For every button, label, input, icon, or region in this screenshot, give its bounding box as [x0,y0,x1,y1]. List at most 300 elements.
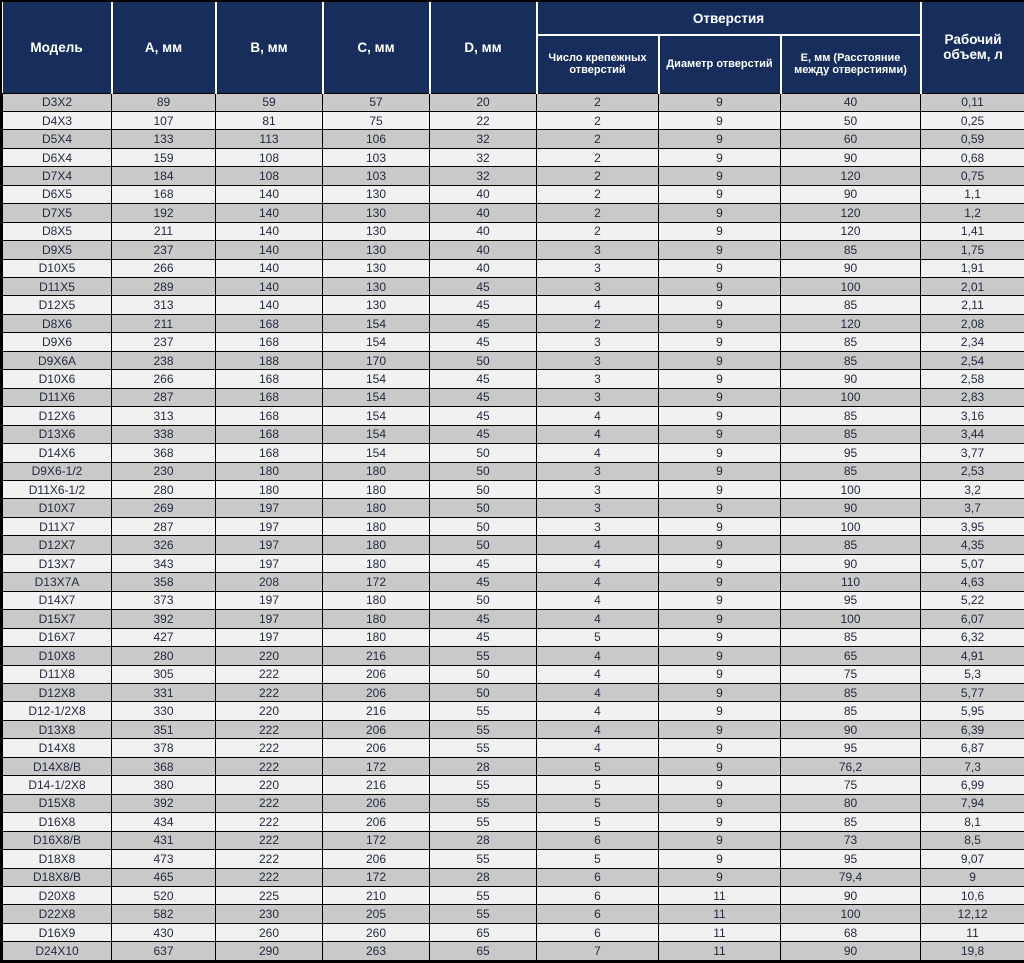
cell-holes_diameter: 9 [659,314,781,332]
cell-b: 222 [216,794,323,812]
cell-volume: 1,91 [921,259,1024,277]
cell-e: 100 [781,388,921,406]
cell-holes_count: 3 [537,481,659,499]
cell-model: D15X8 [3,794,112,812]
cell-model: D14X7 [3,591,112,609]
cell-b: 140 [216,241,323,259]
cell-holes_count: 2 [537,167,659,185]
cell-model: D10X8 [3,647,112,665]
cell-model: D16X9 [3,923,112,941]
cell-d: 55 [430,794,537,812]
cell-model: D7X4 [3,167,112,185]
cell-a: 358 [112,573,216,591]
cell-e: 100 [781,517,921,535]
cell-volume: 7,94 [921,794,1024,812]
table-row [3,757,1024,775]
cell-b: 168 [216,388,323,406]
cell-a: 330 [112,702,216,720]
cell-holes_count: 4 [537,739,659,757]
cell-b: 260 [216,923,323,941]
cell-volume: 3,16 [921,407,1024,425]
cell-e: 85 [781,407,921,425]
table-row [3,314,1024,332]
cell-e: 85 [781,702,921,720]
cell-b: 290 [216,942,323,961]
cell-c: 130 [323,278,430,296]
col-header-a: А, мм [112,2,216,93]
cell-b: 222 [216,850,323,868]
cell-model: D13X8 [3,720,112,738]
cell-d: 50 [430,351,537,369]
cell-model: D13X7A [3,573,112,591]
cell-holes_count: 3 [537,517,659,535]
cell-holes_diameter: 9 [659,444,781,462]
cell-holes_diameter: 9 [659,610,781,628]
cell-c: 172 [323,831,430,849]
cell-model: D10X7 [3,499,112,517]
cell-e: 120 [781,222,921,240]
cell-holes_count: 3 [537,333,659,351]
cell-a: 266 [112,370,216,388]
cell-c: 180 [323,536,430,554]
cell-e: 85 [781,813,921,831]
cell-holes_count: 4 [537,665,659,683]
cell-volume: 5,22 [921,591,1024,609]
cell-b: 59 [216,93,323,111]
table-row [3,259,1024,277]
cell-model: D11X6-1/2 [3,481,112,499]
table-row [3,591,1024,609]
table-row [3,702,1024,720]
cell-d: 55 [430,850,537,868]
cell-d: 28 [430,831,537,849]
cell-holes_diameter: 9 [659,148,781,166]
cell-holes_diameter: 9 [659,351,781,369]
cell-d: 45 [430,628,537,646]
cell-c: 205 [323,905,430,923]
cell-model: D10X5 [3,259,112,277]
col-header-b: В, мм [216,2,323,93]
cell-c: 103 [323,148,430,166]
cell-volume: 3,44 [921,425,1024,443]
cell-holes_count: 3 [537,499,659,517]
col-header-d: D, мм [430,2,537,93]
cell-volume: 2,01 [921,278,1024,296]
cell-c: 180 [323,517,430,535]
cell-model: D6X5 [3,185,112,203]
cell-holes_diameter: 9 [659,241,781,259]
table-row [3,204,1024,222]
cell-volume: 9,07 [921,850,1024,868]
table-row [3,628,1024,646]
cell-holes_count: 6 [537,868,659,886]
cell-model: D12X7 [3,536,112,554]
cell-c: 154 [323,333,430,351]
cell-d: 45 [430,573,537,591]
cell-a: 431 [112,831,216,849]
cell-b: 222 [216,665,323,683]
cell-holes_count: 2 [537,148,659,166]
cell-d: 28 [430,757,537,775]
table-header [3,2,1024,93]
cell-a: 159 [112,148,216,166]
cell-volume: 5,3 [921,665,1024,683]
cell-a: 430 [112,923,216,941]
cell-volume: 11 [921,923,1024,941]
cell-e: 100 [781,905,921,923]
cell-holes_diameter: 9 [659,278,781,296]
cell-c: 172 [323,757,430,775]
cell-holes_diameter: 9 [659,813,781,831]
cell-e: 80 [781,794,921,812]
cell-holes_count: 5 [537,794,659,812]
cell-e: 90 [781,499,921,517]
cell-b: 108 [216,167,323,185]
cell-e: 90 [781,942,921,961]
cell-b: 220 [216,776,323,794]
cell-holes_count: 4 [537,720,659,738]
cell-a: 326 [112,536,216,554]
table-row [3,554,1024,572]
col-header-holes-count: Число крепежных отверстий [537,35,659,93]
table-row [3,130,1024,148]
cell-e: 85 [781,462,921,480]
table-row [3,905,1024,923]
cell-c: 154 [323,407,430,425]
cell-a: 237 [112,241,216,259]
cell-c: 103 [323,167,430,185]
cell-c: 130 [323,241,430,259]
table-row [3,536,1024,554]
col-header-holes-group: Отверстия [537,2,921,35]
cell-c: 106 [323,130,430,148]
table-row [3,739,1024,757]
cell-e: 95 [781,739,921,757]
cell-volume: 5,07 [921,554,1024,572]
table-row [3,185,1024,203]
cell-e: 73 [781,831,921,849]
cell-e: 85 [781,536,921,554]
cell-c: 75 [323,111,430,129]
cell-e: 85 [781,241,921,259]
cell-e: 85 [781,425,921,443]
cell-volume: 0,25 [921,111,1024,129]
cell-c: 206 [323,794,430,812]
cell-holes_count: 4 [537,536,659,554]
cell-a: 368 [112,444,216,462]
cell-holes_count: 4 [537,407,659,425]
cell-a: 230 [112,462,216,480]
cell-b: 220 [216,647,323,665]
cell-c: 206 [323,720,430,738]
cell-a: 582 [112,905,216,923]
cell-b: 197 [216,499,323,517]
table-row [3,684,1024,702]
cell-b: 81 [216,111,323,129]
cell-model: D5X4 [3,130,112,148]
col-header-c: С, мм [323,2,430,93]
cell-holes_count: 3 [537,241,659,259]
cell-e: 90 [781,148,921,166]
cell-c: 216 [323,776,430,794]
cell-d: 28 [430,868,537,886]
cell-c: 180 [323,591,430,609]
cell-c: 130 [323,222,430,240]
cell-holes_diameter: 9 [659,739,781,757]
cell-holes_diameter: 9 [659,831,781,849]
table-row [3,111,1024,129]
cell-c: 130 [323,204,430,222]
cell-holes_diameter: 9 [659,591,781,609]
cell-holes_diameter: 9 [659,370,781,388]
cell-b: 222 [216,813,323,831]
cell-volume: 2,34 [921,333,1024,351]
cell-volume: 4,63 [921,573,1024,591]
cell-volume: 7,3 [921,757,1024,775]
cell-holes_diameter: 9 [659,665,781,683]
cell-holes_diameter: 9 [659,499,781,517]
cell-b: 140 [216,222,323,240]
cell-holes_count: 2 [537,185,659,203]
table-row [3,813,1024,831]
cell-c: 170 [323,351,430,369]
cell-model: D14X8 [3,739,112,757]
cell-holes_diameter: 11 [659,923,781,941]
cell-a: 107 [112,111,216,129]
cell-holes_diameter: 9 [659,296,781,314]
cell-b: 197 [216,517,323,535]
cell-e: 85 [781,333,921,351]
cell-a: 305 [112,665,216,683]
cell-holes_diameter: 11 [659,886,781,904]
cell-holes_count: 2 [537,222,659,240]
cell-holes_count: 3 [537,278,659,296]
cell-d: 40 [430,185,537,203]
cell-holes_count: 2 [537,204,659,222]
table-row [3,942,1024,961]
cell-d: 50 [430,591,537,609]
cell-b: 197 [216,610,323,628]
cell-e: 90 [781,185,921,203]
table-body [3,93,1024,961]
cell-c: 206 [323,684,430,702]
cell-holes_diameter: 9 [659,130,781,148]
cell-volume: 1,75 [921,241,1024,259]
table-row [3,776,1024,794]
cell-e: 50 [781,111,921,129]
cell-volume: 2,83 [921,388,1024,406]
cell-holes_diameter: 9 [659,536,781,554]
cell-model: D12-1/2X8 [3,702,112,720]
cell-c: 216 [323,702,430,720]
cell-model: D12X5 [3,296,112,314]
cell-e: 75 [781,665,921,683]
table-row [3,167,1024,185]
cell-d: 40 [430,259,537,277]
cell-holes_diameter: 9 [659,628,781,646]
cell-holes_count: 3 [537,259,659,277]
cell-c: 154 [323,314,430,332]
cell-model: D24X10 [3,942,112,961]
cell-holes_count: 4 [537,684,659,702]
cell-model: D14X6 [3,444,112,462]
cell-e: 85 [781,684,921,702]
cell-e: 68 [781,923,921,941]
cell-d: 55 [430,739,537,757]
cell-b: 230 [216,905,323,923]
cell-a: 520 [112,886,216,904]
cell-volume: 1,1 [921,185,1024,203]
table-row [3,665,1024,683]
table-row [3,850,1024,868]
cell-c: 154 [323,444,430,462]
cell-volume: 0,11 [921,93,1024,111]
cell-a: 269 [112,499,216,517]
cell-holes_diameter: 9 [659,702,781,720]
cell-holes_count: 2 [537,314,659,332]
cell-c: 206 [323,813,430,831]
cell-model: D13X7 [3,554,112,572]
cell-volume: 3,95 [921,517,1024,535]
cell-holes_count: 6 [537,923,659,941]
cell-a: 313 [112,296,216,314]
pump-spec-table [2,2,1024,961]
cell-d: 45 [430,278,537,296]
cell-holes_diameter: 9 [659,647,781,665]
cell-a: 465 [112,868,216,886]
cell-e: 120 [781,167,921,185]
table-row [3,370,1024,388]
cell-e: 100 [781,481,921,499]
cell-volume: 8,5 [921,831,1024,849]
cell-holes_count: 2 [537,130,659,148]
cell-a: 473 [112,850,216,868]
cell-b: 140 [216,204,323,222]
cell-a: 373 [112,591,216,609]
cell-model: D8X6 [3,314,112,332]
cell-a: 343 [112,554,216,572]
cell-c: 154 [323,425,430,443]
cell-holes_count: 4 [537,444,659,462]
cell-holes_count: 6 [537,886,659,904]
cell-holes_count: 5 [537,757,659,775]
cell-model: D15X7 [3,610,112,628]
table-row [3,720,1024,738]
cell-b: 222 [216,739,323,757]
cell-b: 197 [216,536,323,554]
cell-holes_count: 4 [537,554,659,572]
cell-holes_diameter: 9 [659,684,781,702]
cell-volume: 2,53 [921,462,1024,480]
cell-c: 260 [323,923,430,941]
cell-e: 65 [781,647,921,665]
cell-b: 222 [216,868,323,886]
cell-volume: 19,8 [921,942,1024,961]
cell-holes_count: 3 [537,462,659,480]
cell-holes_diameter: 9 [659,111,781,129]
cell-c: 180 [323,628,430,646]
cell-d: 55 [430,776,537,794]
cell-d: 50 [430,481,537,499]
cell-volume: 9 [921,868,1024,886]
cell-holes_count: 4 [537,296,659,314]
cell-e: 85 [781,628,921,646]
table-row [3,351,1024,369]
cell-holes_count: 3 [537,388,659,406]
cell-e: 100 [781,610,921,628]
cell-c: 130 [323,185,430,203]
cell-c: 154 [323,370,430,388]
table-row [3,647,1024,665]
cell-a: 392 [112,794,216,812]
cell-volume: 3,77 [921,444,1024,462]
cell-volume: 6,39 [921,720,1024,738]
cell-holes_count: 4 [537,591,659,609]
cell-d: 20 [430,93,537,111]
cell-c: 180 [323,462,430,480]
cell-d: 55 [430,886,537,904]
cell-d: 50 [430,444,537,462]
cell-d: 55 [430,702,537,720]
cell-b: 222 [216,720,323,738]
cell-holes_diameter: 9 [659,481,781,499]
cell-holes_diameter: 9 [659,462,781,480]
cell-volume: 2,58 [921,370,1024,388]
cell-c: 172 [323,868,430,886]
cell-a: 392 [112,610,216,628]
cell-holes_diameter: 9 [659,776,781,794]
cell-volume: 12,12 [921,905,1024,923]
cell-holes_count: 6 [537,831,659,849]
cell-d: 50 [430,499,537,517]
cell-d: 40 [430,204,537,222]
cell-c: 172 [323,573,430,591]
cell-d: 45 [430,554,537,572]
cell-holes_diameter: 9 [659,222,781,240]
cell-model: D11X8 [3,665,112,683]
cell-a: 338 [112,425,216,443]
cell-holes_diameter: 11 [659,905,781,923]
cell-e: 120 [781,204,921,222]
cell-holes_diameter: 9 [659,573,781,591]
cell-a: 211 [112,222,216,240]
cell-holes_count: 3 [537,370,659,388]
cell-b: 140 [216,278,323,296]
cell-holes_diameter: 9 [659,850,781,868]
cell-a: 378 [112,739,216,757]
cell-c: 206 [323,665,430,683]
cell-holes_diameter: 9 [659,757,781,775]
cell-a: 89 [112,93,216,111]
cell-c: 263 [323,942,430,961]
cell-d: 22 [430,111,537,129]
cell-e: 100 [781,278,921,296]
cell-volume: 5,95 [921,702,1024,720]
cell-e: 75 [781,776,921,794]
cell-c: 206 [323,739,430,757]
cell-a: 637 [112,942,216,961]
cell-model: D9X6A [3,351,112,369]
cell-b: 197 [216,591,323,609]
table-row [3,222,1024,240]
cell-model: D12X8 [3,684,112,702]
cell-holes_diameter: 9 [659,794,781,812]
cell-d: 50 [430,684,537,702]
cell-c: 180 [323,481,430,499]
cell-model: D11X6 [3,388,112,406]
cell-b: 168 [216,333,323,351]
cell-volume: 4,91 [921,647,1024,665]
